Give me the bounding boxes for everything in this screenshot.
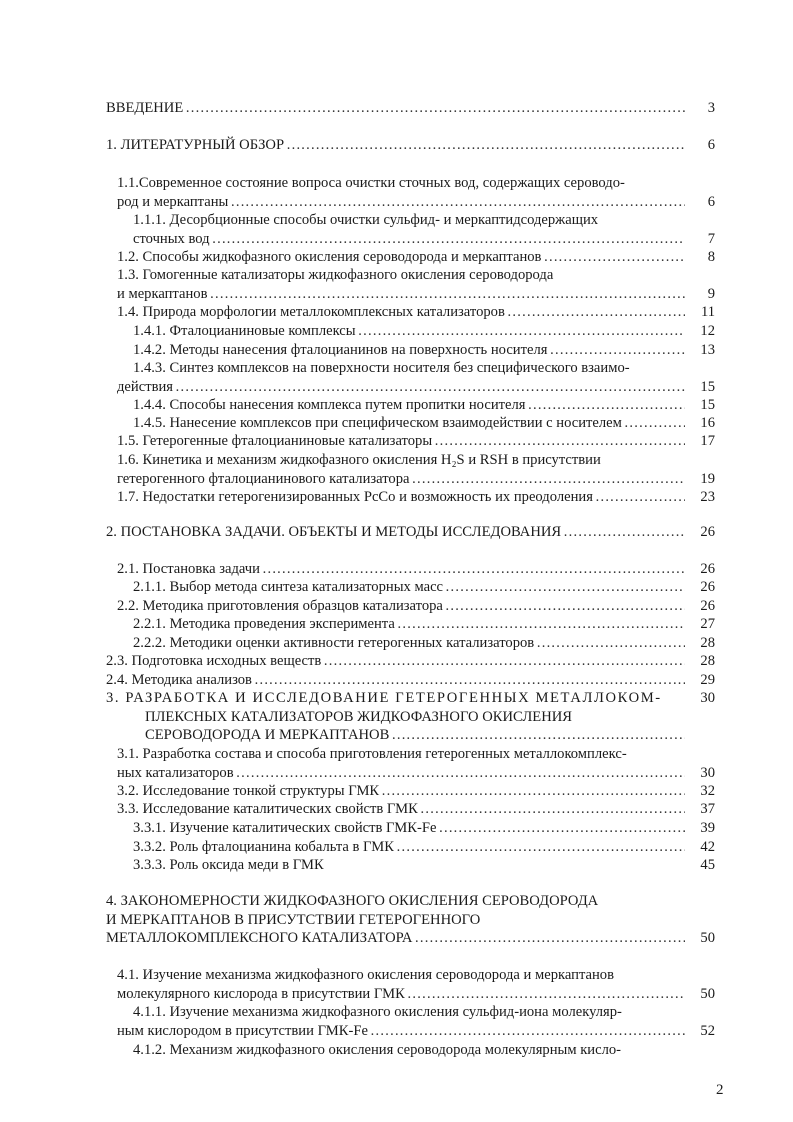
toc-entry-1-4-3[interactable] — [117, 378, 687, 397]
toc-entry-label: 1.5. Гетерогенные фталоцианиновые катализаторы — [117, 433, 433, 449]
toc-entry-label: род и меркаптаны — [117, 194, 229, 210]
leader-dots — [175, 378, 685, 397]
toc-page-number: 28 — [700, 653, 715, 669]
toc-entry-label: МЕТАЛЛОКОМПЛЕКСНОГО КАТАЛИЗАТОРА — [106, 930, 413, 946]
toc-entry-1-6[interactable] — [117, 470, 687, 489]
toc-page-number: 7 — [707, 231, 715, 247]
leader-dots — [209, 285, 685, 304]
leader-dots — [212, 230, 685, 249]
toc-page-number: 19 — [700, 471, 715, 487]
toc-entry-label: СЕРОВОДОРОДА И МЕРКАПТАНОВ — [145, 727, 390, 743]
toc-page-number: 26 — [700, 561, 715, 577]
leader-dots — [438, 819, 685, 838]
toc-entry-label: 1.4.4. Способы нанесения комплекса путем пропитки носителя — [133, 397, 526, 413]
toc-entry-1-4-1[interactable] — [133, 322, 687, 341]
toc-page-number: 50 — [700, 986, 715, 1002]
toc-page-number: 29 — [700, 672, 715, 688]
toc-entry-label: ных катализаторов — [117, 765, 234, 781]
toc-entry-1-4-4[interactable] — [133, 396, 687, 415]
toc-entry-ch4[interactable] — [106, 929, 687, 948]
toc-entry-label: 2.4. Методика анализов — [106, 672, 252, 688]
leader-dots — [445, 597, 685, 616]
toc-page-number: 26 — [700, 524, 715, 540]
toc-entry-2-2[interactable] — [117, 597, 687, 616]
toc-page-number: 45 — [700, 857, 715, 873]
toc-page-number: 26 — [700, 579, 715, 595]
toc-entry-label: и меркаптанов — [117, 286, 208, 302]
toc-entry-4-1[interactable] — [117, 985, 687, 1004]
toc-entry-label: 3.3.1. Изучение каталитических свойств ГМК-Fe — [133, 820, 437, 836]
toc-entry-3-3[interactable] — [117, 800, 687, 819]
toc-entry-label: 1.2. Способы жидкофазного окисления сероводорода и меркаптанов — [117, 249, 542, 265]
toc-entry-1-1-1-line1[interactable]: 1.1.1. Десорбционные способы очистки сульфид- и меркаптидсодержащих — [133, 212, 599, 228]
toc-entry-1-4-2[interactable] — [133, 341, 687, 360]
toc-entry-4-1-line1[interactable]: 4.1. Изучение механизма жидкофазного окисления сероводорода и меркаптанов — [117, 967, 614, 983]
leader-dots — [420, 800, 685, 819]
toc-page-number: 15 — [700, 397, 715, 413]
toc-entry-label: 1.4.1. Фталоцианиновые комплексы — [133, 323, 356, 339]
toc-entry-label: действия — [117, 379, 173, 395]
leader-dots — [397, 615, 685, 634]
toc-page-number: 26 — [700, 598, 715, 614]
toc-page-number: 37 — [700, 801, 715, 817]
toc-page-number: 30 — [700, 690, 715, 706]
leader-dots — [396, 838, 685, 857]
toc-page-number: 6 — [707, 137, 715, 153]
toc-entry-label: сточных вод — [133, 231, 210, 247]
toc-entry-2-2-1[interactable] — [133, 615, 687, 634]
toc-entry-intro[interactable] — [106, 99, 688, 118]
toc-entry-label: ВВЕДЕНИЕ — [106, 100, 184, 116]
leader-dots — [527, 396, 685, 415]
toc-page-number: 9 — [707, 286, 715, 302]
toc-page-number: 11 — [700, 304, 715, 320]
toc-entry-label: 2.2.2. Методики оценки активности гетерогенных катализаторов — [133, 635, 535, 651]
leader-dots — [407, 985, 685, 1004]
toc-entry-label: 3.2. Исследование тонкой структуры ГМК — [117, 783, 380, 799]
leader-dots — [543, 248, 685, 267]
leader-dots — [434, 432, 685, 451]
toc-entry-label: 2. ПОСТАНОВКА ЗАДАЧИ. ОБЪЕКТЫ И МЕТОДЫ ИССЛЕДОВАНИЯ — [106, 524, 562, 540]
leader-dots — [391, 726, 685, 745]
leader-dots — [445, 578, 685, 597]
toc-entry-ch1[interactable] — [106, 136, 688, 155]
toc-entry-4-1-2-line1[interactable]: 4.1.2. Механизм жидкофазного окисления сероводорода молекулярным кисло- — [133, 1042, 622, 1058]
toc-entry-1-4-5[interactable] — [133, 414, 687, 433]
toc-page-number: 23 — [700, 489, 715, 505]
toc-entry-1-1[interactable] — [117, 193, 687, 212]
leader-dots — [595, 488, 685, 507]
toc-entry-ch4-line2[interactable]: И МЕРКАПТАНОВ В ПРИСУТСТВИИ ГЕТЕРОГЕННОГО — [106, 912, 481, 928]
toc-entry-1-5[interactable] — [117, 432, 687, 451]
toc-entry-ch3[interactable] — [145, 726, 687, 745]
toc-entry-label: 2.1. Постановка задачи — [117, 561, 260, 577]
leader-dots — [185, 99, 686, 118]
leader-dots — [381, 782, 685, 801]
toc-page-number: 42 — [700, 839, 715, 855]
toc-entry-1-4-3-line1[interactable]: 1.4.3. Синтез комплексов на поверхности носителя без специфического взаимо- — [133, 360, 630, 376]
toc-page-number: 3 — [707, 100, 715, 116]
leader-dots — [323, 652, 685, 671]
toc-entry-label: 3.3. Исследование каталитических свойств ГМК — [117, 801, 418, 817]
leader-dots — [536, 634, 685, 653]
toc-entry-1-3[interactable] — [117, 285, 687, 304]
toc-page-number: 27 — [700, 616, 715, 632]
toc-entry-1-2[interactable] — [117, 248, 687, 267]
toc-entry-3-1-line1[interactable]: 3.1. Разработка состава и способа приготовления гетерогенных металлокомплекс- — [117, 746, 627, 762]
toc-entry-label: 3.3.3. Роль оксида меди в ГМК — [133, 857, 324, 873]
toc-page-number: 28 — [700, 635, 715, 651]
toc-entry-label: 3.3.2. Роль фталоцианина кобальта в ГМК — [133, 839, 395, 855]
toc-entry-label: 1.4.2. Методы нанесения фталоцианинов на поверхность носителя — [133, 342, 548, 358]
toc-page-number: 15 — [700, 379, 715, 395]
leader-dots — [549, 341, 685, 360]
toc-entry-label: 2.2. Методика приготовления образцов катализатора — [117, 598, 443, 614]
toc-entry-label: ным кислородом в присутствии ГМК-Fe — [117, 1023, 368, 1039]
toc-entry-1-7[interactable] — [117, 488, 687, 507]
toc-entry-3-3-2[interactable] — [133, 838, 687, 857]
toc-entry-ch2[interactable] — [106, 523, 688, 542]
leader-dots — [236, 764, 685, 783]
toc-entry-label: 1. ЛИТЕРАТУРНЫЙ ОБЗОР — [106, 137, 285, 153]
leader-dots — [563, 523, 686, 542]
toc-entry-1-4[interactable] — [117, 303, 687, 322]
leader-dots — [254, 671, 685, 690]
toc-entry-2-1-1[interactable] — [133, 578, 687, 597]
toc-page-number: 32 — [700, 783, 715, 799]
toc-page-number: 52 — [700, 1023, 715, 1039]
toc-page-number: 39 — [700, 820, 715, 836]
toc-entry-3-1[interactable] — [117, 764, 687, 783]
toc-entry-1-1-line1[interactable]: 1.1.Современное состояние вопроса очистки сточных вод, содержащих сероводо- — [117, 175, 625, 191]
toc-entry-4-1-1[interactable] — [117, 1022, 687, 1041]
toc-entry-1-6-line1[interactable]: 1.6. Кинетика и механизм жидкофазного окисления H₂S и RSH в присутствии — [117, 452, 601, 468]
toc-entry-label: 1.4.5. Нанесение комплексов при специфическом взаимодействии с носителем — [133, 415, 622, 431]
toc-page-number: 13 — [700, 342, 715, 358]
toc-entry-label: 2.2.1. Методика проведения эксперимента — [133, 616, 395, 632]
toc-entry-label: молекулярного кислорода в присутствии ГМК — [117, 986, 405, 1002]
leader-dots — [414, 929, 685, 948]
toc-entry-label: 2.3. Подготовка исходных веществ — [106, 653, 322, 669]
toc-entry-3-2[interactable] — [117, 782, 687, 801]
toc-entry-ch3-line1[interactable]: 3. РАЗРАБОТКА И ИССЛЕДОВАНИЕ ГЕТЕРОГЕННЫХ МЕТАЛЛОКОМ- — [106, 690, 662, 706]
toc-entry-1-1-1[interactable] — [133, 230, 687, 249]
leader-dots — [412, 470, 686, 489]
toc-entry-4-1-1-line1[interactable]: 4.1.1. Изучение механизма жидкофазного окисления сульфид-иона молекуляр- — [133, 1004, 622, 1020]
toc-page-number: 8 — [707, 249, 715, 265]
leader-dots — [358, 322, 685, 341]
leader-dots — [624, 414, 685, 433]
toc-entry-2-3[interactable] — [106, 652, 687, 671]
toc-entry-3-3-1[interactable] — [133, 819, 687, 838]
leader-dots — [370, 1022, 685, 1041]
toc-page-number: 12 — [700, 323, 715, 339]
toc-page-number: 50 — [700, 930, 715, 946]
leader-dots — [507, 303, 685, 322]
toc-page-number: 30 — [700, 765, 715, 781]
toc-page-number: 17 — [700, 433, 715, 449]
leader-dots — [230, 193, 685, 212]
toc-entry-ch3-line2[interactable]: ПЛЕКСНЫХ КАТАЛИЗАТОРОВ ЖИДКОФАЗНОГО ОКИСЛЕНИЯ — [145, 709, 573, 725]
toc-entry-ch4-line1[interactable]: 4. ЗАКОНОМЕРНОСТИ ЖИДКОФАЗНОГО ОКИСЛЕНИЯ СЕРОВОДОРОДА — [106, 893, 599, 909]
toc-entry-label: гетерогенного фталоцианинового катализатора — [117, 471, 410, 487]
toc-entry-3-3-3[interactable] — [133, 856, 687, 875]
toc-entry-label: 1.7. Недостатки гетерогенизированных PcCo и возможность их преодоления — [117, 489, 593, 505]
leader-dots — [286, 136, 686, 155]
toc-entry-2-4[interactable] — [106, 671, 687, 690]
toc-entry-2-1[interactable] — [117, 560, 687, 579]
toc-entry-label: 2.1.1. Выбор метода синтеза катализаторных масс — [133, 579, 444, 595]
toc-entry-1-3-line1[interactable]: 1.3. Гомогенные катализаторы жидкофазного окисления сероводорода — [117, 267, 554, 283]
leader-dots — [262, 560, 685, 579]
toc-page-number: 16 — [700, 415, 715, 431]
toc-entry-2-2-2[interactable] — [133, 634, 687, 653]
toc-entry-label: 1.4. Природа морфологии металлокомплексных катализаторов — [117, 304, 505, 320]
toc-page-number: 6 — [707, 194, 715, 210]
page-number: 2 — [716, 1082, 724, 1098]
